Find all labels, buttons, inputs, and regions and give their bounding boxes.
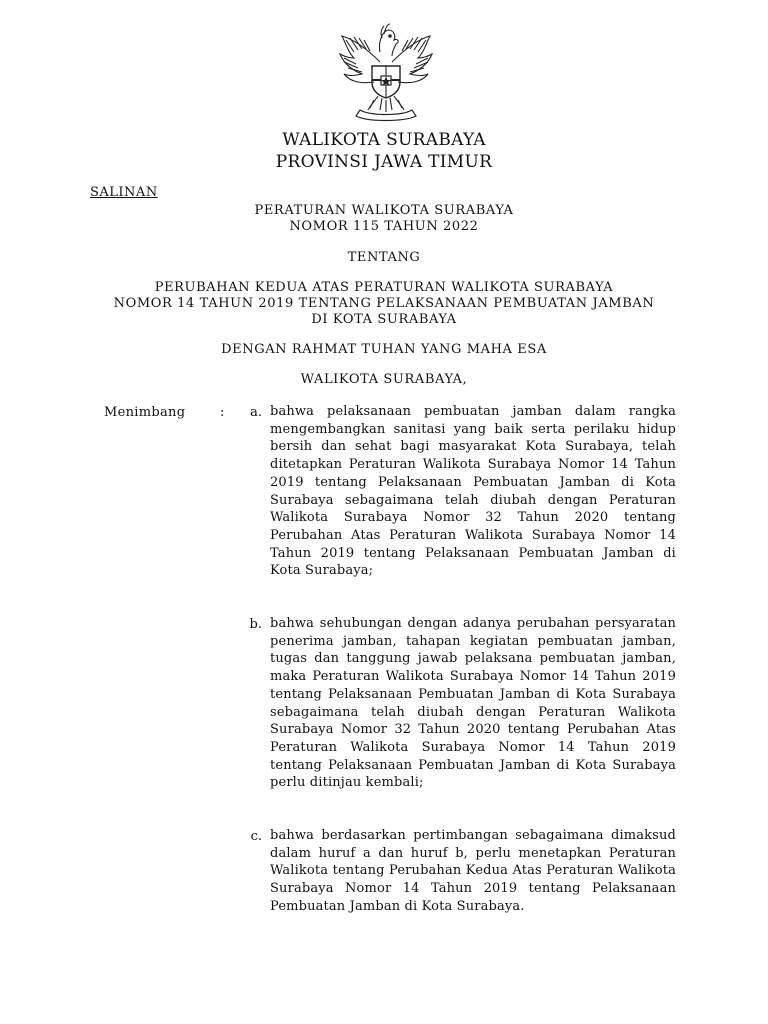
considering-label: Menimbang bbox=[104, 405, 186, 420]
considering-colon: : bbox=[220, 405, 225, 420]
item-marker-b: b. bbox=[249, 617, 262, 632]
issuer-heading: WALIKOTA SURABAYA bbox=[282, 130, 486, 150]
subject-line-2: NOMOR 14 TAHUN 2019 TENTANG PELAKSANAAN PEMBUATAN JAMBAN bbox=[113, 296, 655, 311]
copy-label: SALINAN bbox=[90, 185, 158, 200]
consideration-c: bahwa berdasarkan pertimbangan sebagaimana dimaksud dalam huruf a dan huruf b, perlu menetapkan Peraturan Walikota tentang Perubahan Kedua Atas Peraturan Walikota Surabaya Nomor 14 Tahun 2019 tentang Pelaksanaan Pembuatan Jamban di Kota Surabaya. bbox=[270, 828, 676, 914]
province-heading: PROVINSI JAWA TIMUR bbox=[275, 152, 493, 172]
item-marker-c: c. bbox=[250, 829, 262, 844]
garuda-emblem-icon bbox=[334, 22, 438, 122]
regulation-title: PERATURAN WALIKOTA SURABAYA bbox=[254, 203, 514, 218]
item-marker-a: a. bbox=[250, 405, 262, 420]
consideration-b: bahwa sehubungan dengan adanya perubahan persyaratan penerima jamban, tahapan kegiatan pembuatan jamban, tugas dan tanggung jawab pelaksana pembuatan jamban, maka Peraturan Walikota Surabaya Nomor 14 Tahun 2019 tentang Pelaksanaan Pembuatan Jamban di Kota Surabaya sebagaimana telah diubah dengan Peraturan Walikota Surabaya Nomor 32 Tahun 2020 tentang Perubahan Atas Peraturan Walikota Surabaya Nomor 14 Tahun 2019 tentang Pelaksanaan Pembuatan Jamban di Kota Surabaya perlu ditinjau kembali; bbox=[270, 616, 676, 791]
subject-line-3: DI KOTA SURABAYA bbox=[311, 312, 457, 327]
invocation: DENGAN RAHMAT TUHAN YANG MAHA ESA bbox=[221, 342, 547, 357]
about-label: TENTANG bbox=[347, 250, 421, 265]
consideration-a: bahwa pelaksanaan pembuatan jamban dalam rangka mengembangkan sanitasi yang baik serta perilaku hidup bersih dan sehat bagi masyarakat Kota Surabaya, telah ditetapkan Peraturan Walikota Surabaya Nomor 14 Tahun 2019 tentang Pelaksanaan Pembuatan Jamban di Kota Surabaya sebagaimana telah diubah dengan Peraturan Walikota Surabaya Nomor 32 Tahun 2020 tentang Perubahan Atas Peraturan Walikota Surabaya Nomor 14 Tahun 2019 tentang Pelaksanaan Pembuatan Jamban di Kota Surabaya; bbox=[270, 404, 676, 579]
issuer-line: WALIKOTA SURABAYA, bbox=[300, 372, 468, 387]
regulation-number: NOMOR 115 TAHUN 2022 bbox=[289, 219, 479, 234]
subject-line-1: PERUBAHAN KEDUA ATAS PERATURAN WALIKOTA SURABAYA bbox=[154, 280, 614, 295]
